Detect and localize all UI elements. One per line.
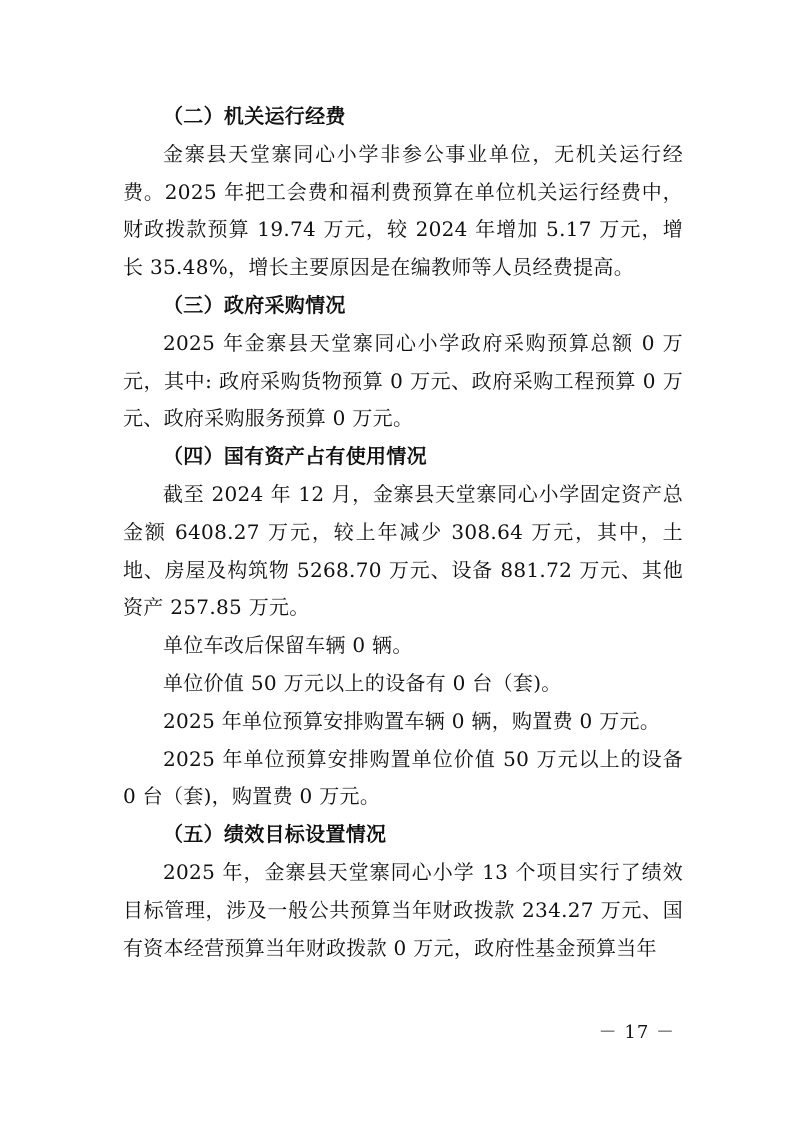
section-heading: （三）政府采购情况 [163,292,346,317]
section-heading: （二）机关运行经费 [163,104,346,128]
body-paragraph: 2025 年单位预算安排购置单位价值 50 万元以上的设备 0 台（套)，购置费 0 万元。 [123,746,683,809]
section-heading: （四）国有资产占有使用情况 [163,444,427,469]
body-paragraph: 单位价值 50 万元以上的设备有 0 台（套)。 [163,670,562,695]
body-paragraph: 金寨县天堂寨同心小学非参公事业单位，无机关运行经费。2025 年把工会费和福利费预算在单位机关运行经费中，财政拨款预算 19.74 万元，较 2024 年增加 5.17 万元，增长 35.48%，增长主要原因是在编教师等人员经费提高。 [123,141,683,280]
body-paragraph: 2025 年单位预算安排购置车辆 0 辆，购置费 0 万元。 [163,708,661,733]
body-paragraph: 截至 2024 年 12 月，金寨县天堂寨同心小学固定资产总金额 6408.27 万元，较上年减少 308.64 万元，其中，土地、房屋及构筑物 5268.70 万元、设备 881.72 万元、其他资产 257.85 万元。 [123,481,683,620]
body-paragraph: 2025 年，金寨县天堂寨同心小学 13 个项目实行了绩效目标管理，涉及一般公共预算当年财政拨款 234.27 万元、国有资本经营预算当年财政拨款 0 万元，政府性基金预算当年 [123,859,683,960]
body-paragraph: 2025 年金寨县天堂寨同心小学政府采购预算总额 0 万元，其中: 政府采购货物预算 0 万元、政府采购工程预算 0 万元、政府采购服务预算 0 万元。 [123,330,683,431]
section-heading: （五）绩效目标设置情况 [163,822,387,847]
page-number: － 17 － [598,1022,675,1043]
body-paragraph: 单位车改后保留车辆 0 辆。 [163,633,413,658]
document-body [123,98,683,967]
